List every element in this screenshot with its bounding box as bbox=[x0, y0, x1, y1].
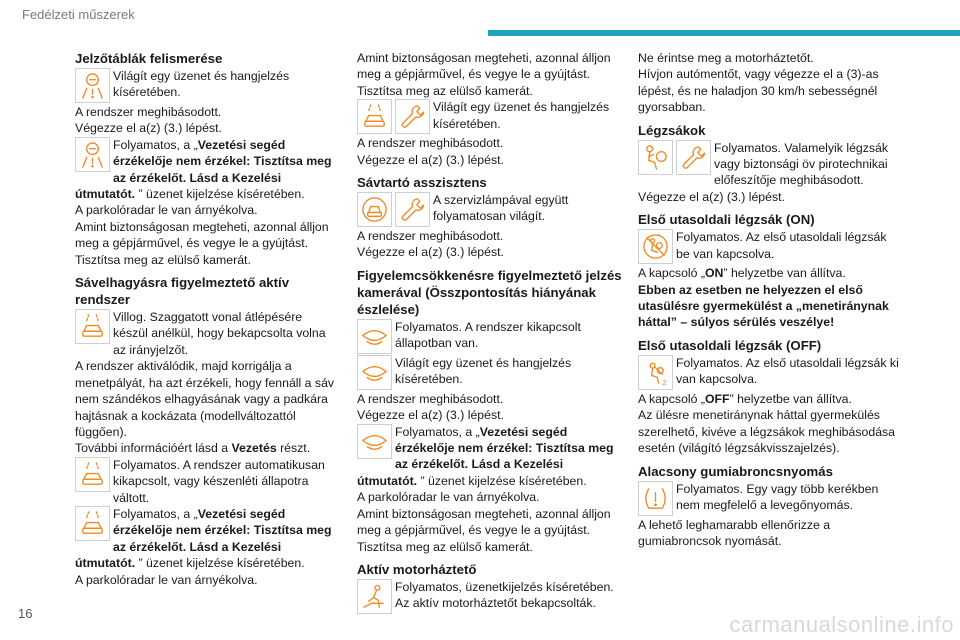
indicator-block: Folyamatos, a „Vezetési segéd érzékelője nem érzékel: Tisztítsa meg az érzékelőt. Lásd a Kezelési útmutatót. ” üzenet kijelzése kíséretében. bbox=[357, 424, 614, 488]
indicator-block bbox=[75, 309, 340, 358]
driver-attention-eye-icon bbox=[357, 424, 392, 459]
service-wrench-icon bbox=[395, 99, 430, 134]
paragraph: A parkolóradar le van árnyékolva. bbox=[75, 572, 258, 587]
page-number: 16 bbox=[18, 606, 33, 621]
lane-departure-icon bbox=[357, 99, 392, 134]
paragraph: Végezze el a(z) (3.) lépést. bbox=[638, 189, 785, 204]
paragraph: A lehető leghamarabb ellenőrizze a gumiabroncsok nyomását. bbox=[638, 517, 831, 548]
warning-paragraph: Ebben az esetben ne helyezzen el első utasülésre gyermekülést a „menetiránynak háttal” – súlyos sérülés veszélye! bbox=[638, 282, 889, 330]
airbag-icon bbox=[638, 140, 673, 175]
column-1 bbox=[75, 50, 340, 588]
indicator-block bbox=[357, 319, 622, 355]
heading-active-bonnet: Aktív motorháztető bbox=[357, 561, 477, 577]
heading-airbag-off: Első utasoldali légzsák (OFF) bbox=[638, 337, 822, 353]
heading-lane-departure: Sávelhagyásra figyelmeztető aktív rendszer bbox=[75, 275, 290, 308]
service-wrench-icon bbox=[395, 192, 430, 227]
indicator-description: Villog. Szaggatott vonal átlépésére készül anélkül, hogy bekapcsolta volna az irányjelzőt. bbox=[113, 310, 326, 357]
indicator-description: Világít egy üzenet és hangjelzés kíséretében. bbox=[433, 100, 610, 131]
column-2 bbox=[357, 50, 622, 615]
driver-attention-eye-icon bbox=[357, 319, 392, 354]
indicator-block bbox=[638, 229, 903, 262]
paragraph: A rendszer meghibásodott. bbox=[357, 136, 504, 151]
heading-sign-recognition: Jelzőtáblák felismerése bbox=[75, 51, 223, 66]
paragraph: Az ülésre menetiránynak háttal gyermekülés szerelhető, kivéve a légzsákok meghibásodása esetén (világító légzsákvisszajelzés). bbox=[638, 408, 896, 456]
indicator-description: Folyamatos. Az első utasoldali légzsák be van kapcsolva. bbox=[676, 230, 887, 261]
indicator-block bbox=[75, 137, 340, 203]
road-sign-warning-icon bbox=[75, 68, 110, 103]
heading-attention-warning: Figyelemcsökkenésre figyelmeztető jelzés kamerával (Összpontosítás hiányának észlelése) bbox=[357, 267, 622, 317]
indicator-description: Világít egy üzenet és hangjelzés kíséretében. bbox=[113, 69, 290, 100]
heading-airbags: Légzsákok bbox=[638, 122, 706, 138]
paragraph: Amint biztonságosan megteheti, azonnal álljon meg a gépjárművel, és vegye le a gyújtást. bbox=[75, 219, 329, 251]
active-bonnet-icon bbox=[357, 579, 392, 614]
road-sign-warning-icon bbox=[75, 137, 110, 172]
indicator-description: Folyamatos. A rendszer automatikusan kikapcsolt, vagy készenléti állapotra váltott. bbox=[113, 457, 325, 505]
paragraph: A rendszer meghibásodott. bbox=[75, 105, 222, 119]
paragraph: A parkolóradar le van árnyékolva. bbox=[357, 490, 540, 505]
indicator-description: Folyamatos. A rendszer kikapcsolt állapotban van. bbox=[395, 319, 581, 351]
indicator-block bbox=[638, 481, 903, 514]
paragraph: Tisztítsa meg az elülső kamerát. bbox=[357, 539, 533, 554]
lane-keep-assist-icon bbox=[357, 192, 392, 227]
indicator-description: Folyamatos. Valamelyik légzsák vagy biztonsági öv pirotechnikai előfeszítője meghibásodott. bbox=[714, 140, 889, 188]
passenger-airbag-off-icon bbox=[638, 355, 673, 390]
paragraph: Amint biztonságosan megteheti, azonnal álljon meg a gépjárművel, és vegye le a gyújtást. bbox=[357, 506, 611, 538]
service-wrench-icon bbox=[676, 140, 711, 175]
paragraph: Amint biztonságosan megteheti, azonnal álljon meg a gépjárművel, és vegye le a gyújtást. bbox=[357, 51, 611, 82]
paragraph: További információért lásd a Vezetés részt. bbox=[75, 441, 311, 456]
indicator-block bbox=[75, 68, 340, 104]
indicator-description: Folyamatos. Az első utasoldali légzsák ki van kapcsolva. bbox=[676, 355, 899, 387]
indicator-message: Vezetési segéd érzékelője nem érzékel: Tisztítsa meg az érzékelőt. Lásd a Kezelési útmutatót. bbox=[357, 424, 614, 488]
paragraph: Végezze el a(z) (3.) lépést. bbox=[75, 121, 222, 136]
column-3 bbox=[638, 50, 903, 549]
paragraph: Tisztítsa meg az elülső kamerát. bbox=[357, 83, 533, 98]
indicator-block bbox=[357, 192, 622, 228]
indicator-description: Világít egy üzenet és hangjelzés kíséretében. bbox=[395, 355, 572, 387]
indicator-message: Vezetési segéd érzékelője nem érzékel: Tisztítsa meg az érzékelőt. Lásd a Kezelési útmutatót. bbox=[75, 137, 332, 202]
indicator-description: Folyamatos. Egy vagy több kerékben nem megfelelő a levegőnyomás. bbox=[676, 481, 879, 512]
indicator-description: Folyamatos, üzenetkijelzés kíséretében. Az aktív motorháztetőt bekapcsolták. bbox=[395, 579, 614, 611]
lane-departure-icon bbox=[75, 457, 110, 492]
paragraph: Tisztítsa meg az elülső kamerát. bbox=[75, 252, 251, 267]
header-accent-bar bbox=[488, 30, 960, 36]
indicator-block bbox=[638, 140, 903, 189]
heading-lane-keep: Sávtartó asszisztens bbox=[357, 175, 487, 191]
indicator-description-post: ” üzenet kijelzése kíséretében. bbox=[135, 187, 305, 202]
indicator-block bbox=[638, 355, 903, 388]
heading-tyre-pressure: Alacsony gumiabroncsnyomás bbox=[638, 463, 833, 479]
svg-text:2: 2 bbox=[662, 377, 667, 387]
paragraph: Ne érintse meg a motorháztetőt. bbox=[638, 51, 814, 65]
paragraph: Végezze el a(z) (3.) lépést. bbox=[357, 245, 504, 260]
paragraph: Hívjon autómentőt, vagy végezze el a (3)-as lépést, és ne haladjon 30 km/h sebességnél gyorsabban. bbox=[638, 67, 879, 115]
indicator-block: Folyamatos, a „Vezetési segéd érzékelője nem érzékel: Tisztítsa meg az érzékelőt. Lásd a Kezelési útmutatót. ” üzenet kijelzése kíséretében. bbox=[75, 506, 332, 571]
header-title: Fedélzeti műszerek bbox=[22, 7, 135, 22]
indicator-block bbox=[357, 579, 622, 615]
paragraph: A kapcsoló „ON” helyzetbe van állítva. bbox=[638, 266, 846, 281]
indicator-block bbox=[357, 99, 622, 135]
indicator-block bbox=[357, 355, 622, 391]
indicator-description-pre: Folyamatos, a „ bbox=[113, 137, 198, 152]
heading-airbag-on: Első utasoldali légzsák (ON) bbox=[638, 212, 815, 228]
tyre-pressure-icon bbox=[638, 481, 673, 516]
paragraph: A rendszer aktiválódik, majd korrigálja a menetpályát, ha azt érzékeli, hogy fennáll a sáv nem szándékos elhagyásának vagy a padkára hajtásnak a kockázata (modellváltozattól függően). bbox=[75, 359, 335, 439]
lane-departure-icon bbox=[75, 309, 110, 344]
paragraph: Végezze el a(z) (3.) lépést. bbox=[357, 408, 504, 423]
paragraph: A rendszer meghibásodott. bbox=[357, 391, 504, 406]
indicator-description: A szervizlámpával együtt folyamatosan világít. bbox=[433, 193, 569, 224]
indicator-message: Vezetési segéd érzékelője nem érzékel: Tisztítsa meg az érzékelőt. Lásd a Kezelési útmutatót. bbox=[75, 506, 332, 571]
paragraph: A rendszer meghibásodott. bbox=[357, 229, 504, 244]
paragraph: A parkolóradar le van árnyékolva. bbox=[75, 203, 258, 218]
driver-attention-eye-icon bbox=[357, 355, 392, 390]
watermark: carmanualsonline.info bbox=[729, 612, 954, 637]
passenger-airbag-on-icon bbox=[638, 229, 673, 264]
indicator-block bbox=[75, 457, 340, 506]
paragraph: A kapcsoló „OFF” helyzetbe van állítva. bbox=[638, 391, 852, 406]
paragraph: Végezze el a(z) (3.) lépést. bbox=[357, 152, 504, 167]
lane-departure-icon bbox=[75, 506, 110, 541]
